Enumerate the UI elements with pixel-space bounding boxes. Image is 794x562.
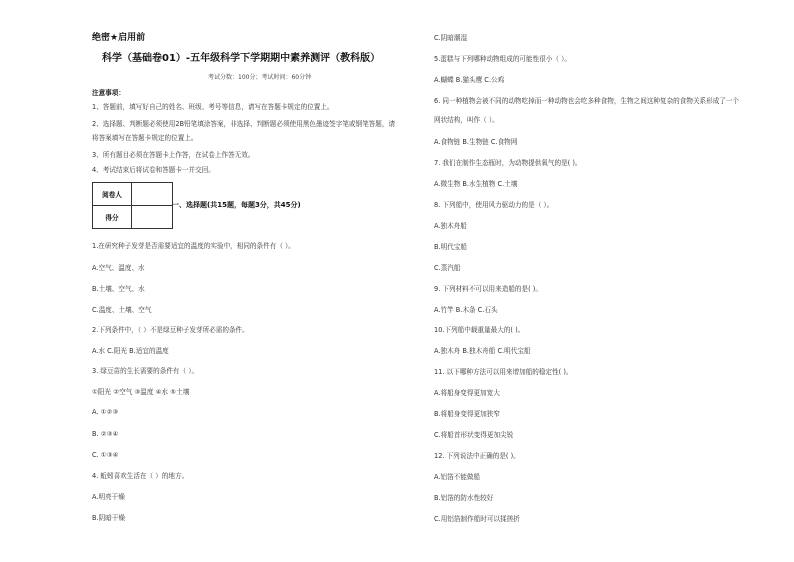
exam-title: 科学（基础卷01）-五年级科学下学期期中素养测评（教科版）	[102, 53, 381, 64]
question-line: B.明代宝船	[434, 243, 467, 251]
note-item: 3、所有题目必须在答题卡上作答，在试卷上作答无效。	[92, 151, 255, 159]
question-line: C.用铝箔制作船时可以揉搓折	[434, 515, 520, 523]
question-line: 11. 以下哪种方法可以用来增加船的稳定性( )。	[434, 368, 573, 376]
question-line: B.铝箔的防水性较好	[434, 494, 494, 502]
exam-info: 考试分数：100分；考试时间：60分钟	[208, 74, 312, 81]
question-line: B. ②③④	[92, 430, 119, 438]
question-line: ①阳光 ②空气 ③温度 ④水 ⑤土壤	[92, 388, 190, 396]
score-label: 得分	[93, 206, 132, 229]
question-line: 7. 我们在制作生态瓶时，为动物提供氧气的是( )。	[434, 159, 582, 167]
question-line: A.将船身变得更加宽大	[434, 389, 500, 397]
question-line: C.蒸汽船	[434, 264, 461, 272]
question-line: 9. 下列材料不可以用来造船的是( )。	[434, 285, 542, 293]
question-line: A.铝箔不能做船	[434, 473, 481, 481]
question-line: A.明亮干燥	[92, 493, 125, 501]
question-line: 2.下列条件中，（ ）不是绿豆种子发芽所必需的条件。	[92, 326, 249, 334]
question-line: 10.下列船中载重量最大的( )。	[434, 326, 525, 334]
question-line: A.竹竿 B.木条 C.石头	[434, 306, 498, 314]
question-line: 5.蛋糕与下列哪种动物组成的可能性很小（ ）。	[434, 55, 571, 63]
note-item: 2、选择题、判断题必须使用2B铅笔填涂答案，非选择、判断题必须使用黑色墨迹签字笔或钢笔答题，请	[92, 120, 396, 128]
notes-heading: 注意事项：	[92, 89, 125, 97]
question-line: B.将船身变得更加狭窄	[434, 410, 500, 418]
score-cell	[132, 206, 173, 229]
question-line: C.将船首形状变得更加尖锐	[434, 431, 514, 439]
question-line: A.独木舟 B.独木舟船 C.明代宝船	[434, 347, 531, 355]
question-line: 12. 下列说法中正确的是( )。	[434, 452, 520, 460]
confidential-mark: 绝密★启用前	[92, 33, 146, 43]
question-line: 4. 蚯蚓喜欢生活在（ ）的地方。	[92, 472, 189, 480]
reviewer-label: 阅卷人	[93, 183, 132, 206]
question-line: 8. 下列船中，使用风力驱动力的是（ ）。	[434, 201, 554, 209]
question-line: A.食物链 B.生物链 C.食物网	[434, 138, 518, 146]
section-heading: 一、选择题(共15题，每题3分，共45分)	[172, 201, 301, 209]
reviewer-cell	[132, 183, 173, 206]
question-line: 网状结构，叫作（ ）。	[434, 116, 499, 124]
note-item: 1、答题前，填写好自己的姓名、班级、考号等信息，请写在答题卡规定的位置上。	[92, 103, 334, 111]
question-line: 6. 同一种植物会被不同的动物吃掉而一种动物也会吃多种食物，生物之间这种复杂的食物关系形成了一个	[434, 97, 740, 105]
question-line: A.蝴蝶 B.猫头鹰 C.公鸡	[434, 76, 505, 84]
question-line: B.土壤、空气、水	[92, 285, 145, 293]
question-line: 1.在研究种子发芽是否需要适宜的温度的实验中，相同的条件有（ ）。	[92, 242, 295, 250]
score-box	[92, 182, 173, 229]
question-line: C. ①③④	[92, 451, 119, 459]
question-line: A.微生物 B.水生植物 C.土壤	[434, 180, 518, 188]
question-line: A.空气、温度、水	[92, 264, 145, 272]
question-line: C.温度、土壤、空气	[92, 306, 152, 314]
question-line: A. ①②③	[92, 408, 119, 416]
note-item: 将答案填写在答题卡规定的位置上。	[92, 134, 198, 142]
note-item: 4、考试结束后将试卷和答题卡一并交回。	[92, 166, 215, 174]
question-line: C.阴暗潮湿	[434, 34, 468, 42]
question-line: A.独木舟船	[434, 222, 467, 230]
question-line: A.水 C.阳光 B.适宜的温度	[92, 347, 169, 355]
question-line: B.阴暗干燥	[92, 514, 125, 522]
question-line: 3. 绿豆苗的生长需要的条件有（ ）。	[92, 367, 199, 375]
